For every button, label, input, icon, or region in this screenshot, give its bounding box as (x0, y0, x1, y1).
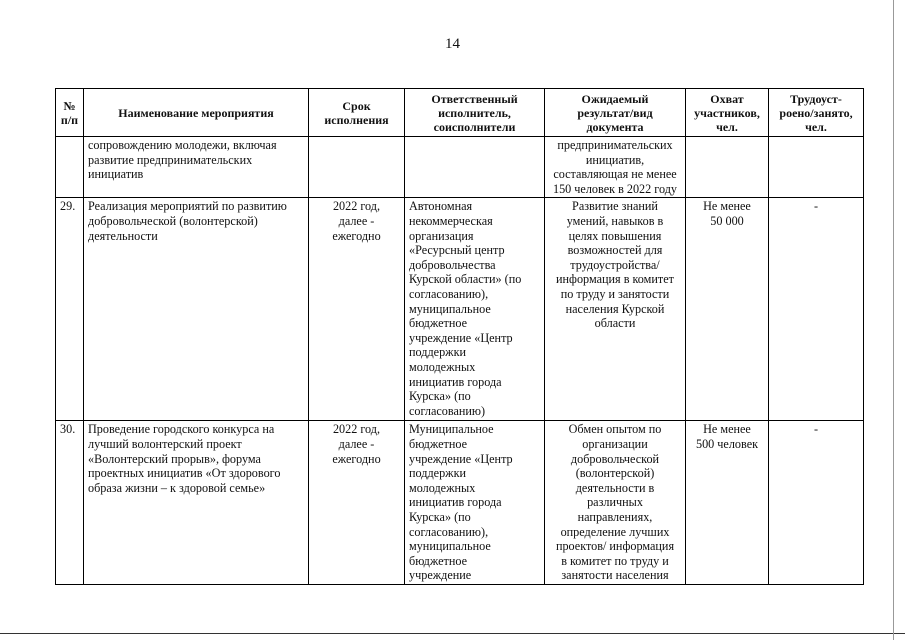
cell-text-line: 150 человек в 2022 году (552, 181, 678, 196)
cell-text-line: области (594, 316, 636, 331)
cell-text-line: далее - (338, 213, 375, 228)
cell-text-line: образа жизни – к здоровой семье» (88, 480, 266, 495)
page-number: 14 (445, 36, 460, 52)
cell-text-line: чел. (716, 119, 738, 134)
cell-text-line: соисполнители (433, 119, 516, 134)
header-name (84, 89, 309, 137)
cell-text-line: населения Курской (565, 301, 665, 316)
cell-text-line: чел. (805, 119, 827, 134)
cell-text-line: участников, (694, 105, 760, 120)
cell-text-line: Ответственный (431, 91, 518, 106)
cell-text-line: исполнитель, (438, 105, 511, 120)
row-name (84, 137, 309, 198)
cell-text-line: проектов/ информация (555, 539, 675, 554)
cell-text-line: Проведение городского конкурса на (88, 422, 275, 437)
table-header-row (56, 89, 864, 137)
table-row (56, 421, 864, 585)
cell-text-line: 29. (60, 199, 76, 214)
cell-text-line: роено/занято, (779, 105, 853, 120)
cell-text-line: 50 000 (710, 213, 744, 228)
cell-text-line: учреждение (409, 568, 472, 583)
cell-text-line: составляющая не менее (553, 167, 677, 182)
cell-text-line: бюджетное (409, 553, 468, 568)
cell-text-line: 2022 год, (332, 199, 381, 214)
cell-text-line: Курской области» (по (409, 272, 522, 287)
cell-text-line: Автономная (409, 199, 473, 214)
cell-text-line: различных (587, 495, 643, 510)
cell-text-line: организации (582, 436, 648, 451)
row-term (309, 137, 405, 198)
header-result (545, 89, 686, 137)
cell-text-line: лучший волонтерский проект (88, 436, 242, 451)
cell-text-line: развитие предпринимательских (88, 152, 253, 167)
header-responsible (405, 89, 545, 137)
cell-text-line: Обмен опытом по (568, 422, 662, 437)
table-row (56, 198, 864, 421)
cell-text-line: согласованию) (409, 403, 486, 418)
row-name (84, 421, 309, 585)
cell-text-line: в комитет по труду и (561, 553, 669, 568)
cell-text-line: 500 человек (695, 436, 759, 451)
cell-text-line: ежегодно (332, 451, 381, 466)
cell-text-line: определение лучших (560, 524, 670, 539)
cell-text-line: инициатив города (409, 374, 502, 389)
cell-text-line: Не менее (703, 199, 751, 214)
cell-text-line: муниципальное (409, 301, 491, 316)
cell-text-line: целях повышения (568, 228, 662, 243)
cell-text-line: трудоустройства/ (570, 257, 660, 272)
cell-text-line: сопровождению молодежи, включая (88, 138, 277, 152)
cell-text-line: Охват (710, 91, 744, 106)
cell-text-line: 30. (60, 422, 76, 437)
cell-text-line: Срок (342, 98, 371, 113)
cell-text-line: документа (586, 119, 644, 134)
cell-text-line: учреждение «Центр (409, 330, 513, 345)
cell-text-line: Трудоуст- (790, 91, 842, 106)
cell-text-line: молодежных (409, 359, 476, 374)
header-employed (769, 89, 864, 137)
cell-text-line: молодежных (409, 480, 476, 495)
cell-text-line: проектных инициатив «От здорового (88, 466, 281, 481)
cell-text-line: инициатив (88, 167, 144, 182)
cell-text-line: результат/вид (577, 105, 653, 120)
cell-text-line: Ожидаемый (581, 91, 649, 106)
header-coverage (686, 89, 769, 137)
cell-text-line: Наименование мероприятия (118, 105, 274, 120)
cell-text-line: по труду и занятости (560, 286, 670, 301)
scan-right-edge (893, 0, 894, 640)
row-responsible (405, 198, 545, 421)
cell-text-line: поддержки (409, 466, 467, 481)
cell-text-line: № (63, 98, 76, 113)
row-name (84, 198, 309, 421)
cell-text-line: 2022 год, (332, 422, 381, 437)
cell-text-line: занятости населения (561, 568, 669, 583)
cell-text-line: организация (409, 228, 474, 243)
cell-text-line: добровольчества (409, 257, 496, 272)
cell-text-line: деятельности (88, 228, 158, 243)
row-employed (769, 137, 864, 198)
table-row (56, 137, 864, 198)
cell-text-line: согласованию), (409, 524, 489, 539)
cell-text-line: Не менее (703, 422, 751, 437)
cell-text-line: поддержки (409, 345, 467, 360)
cell-text-line: - (813, 199, 819, 214)
cell-text-line: инициатив города (409, 495, 502, 510)
cell-text-line: учреждение «Центр (409, 451, 513, 466)
cell-text-line: Курска» (по (409, 509, 471, 524)
activities-table (55, 88, 864, 585)
cell-text-line: «Ресурсный центр (409, 243, 505, 258)
cell-text-line: муниципальное (409, 539, 491, 554)
cell-text-line: добровольческой (570, 451, 660, 466)
row-num (56, 421, 84, 585)
cell-text-line: далее - (338, 436, 375, 451)
cell-text-line: возможностей для (567, 243, 663, 258)
cell-text-line: Реализация мероприятий по развитию (88, 199, 287, 214)
row-term (309, 421, 405, 585)
cell-text-line: бюджетное (409, 436, 468, 451)
cell-text-line: добровольческой (волонтерской) (88, 213, 258, 228)
row-result (545, 421, 686, 585)
row-responsible (405, 137, 545, 198)
cell-text-line: бюджетное (409, 316, 468, 331)
row-num (56, 137, 84, 198)
cell-text-line: Курска» (по (409, 389, 471, 404)
row-employed (769, 198, 864, 421)
row-coverage (686, 421, 769, 585)
cell-text-line: согласованию), (409, 286, 489, 301)
row-num (56, 198, 84, 421)
cell-text-line: предпринимательских (557, 138, 673, 152)
row-employed (769, 421, 864, 585)
cell-text-line: деятельности в (575, 480, 655, 495)
cell-text-line: информация в комитет (556, 272, 674, 287)
cell-text-line: п/п (60, 112, 79, 127)
cell-text-line: (волонтерской) (575, 466, 655, 481)
cell-text-line: умений, навыков в (566, 213, 664, 228)
cell-text-line: направлениях, (577, 509, 653, 524)
row-coverage (686, 137, 769, 198)
cell-text-line: «Волонтерский прорыв», форума (88, 451, 261, 466)
cell-text-line: исполнения (324, 112, 389, 127)
row-result (545, 198, 686, 421)
row-result (545, 137, 686, 198)
row-term (309, 198, 405, 421)
cell-text-line: некоммерческая (409, 213, 493, 228)
row-responsible (405, 421, 545, 585)
cell-text-line: Муниципальное (409, 422, 494, 437)
cell-text-line: инициатив, (585, 152, 645, 167)
cell-text-line: - (813, 422, 819, 437)
header-num (56, 89, 84, 137)
cell-text-line: ежегодно (332, 228, 381, 243)
header-term (309, 89, 405, 137)
row-coverage (686, 198, 769, 421)
cell-text-line: Развитие знаний (572, 199, 658, 214)
scan-bottom-edge (0, 633, 905, 634)
